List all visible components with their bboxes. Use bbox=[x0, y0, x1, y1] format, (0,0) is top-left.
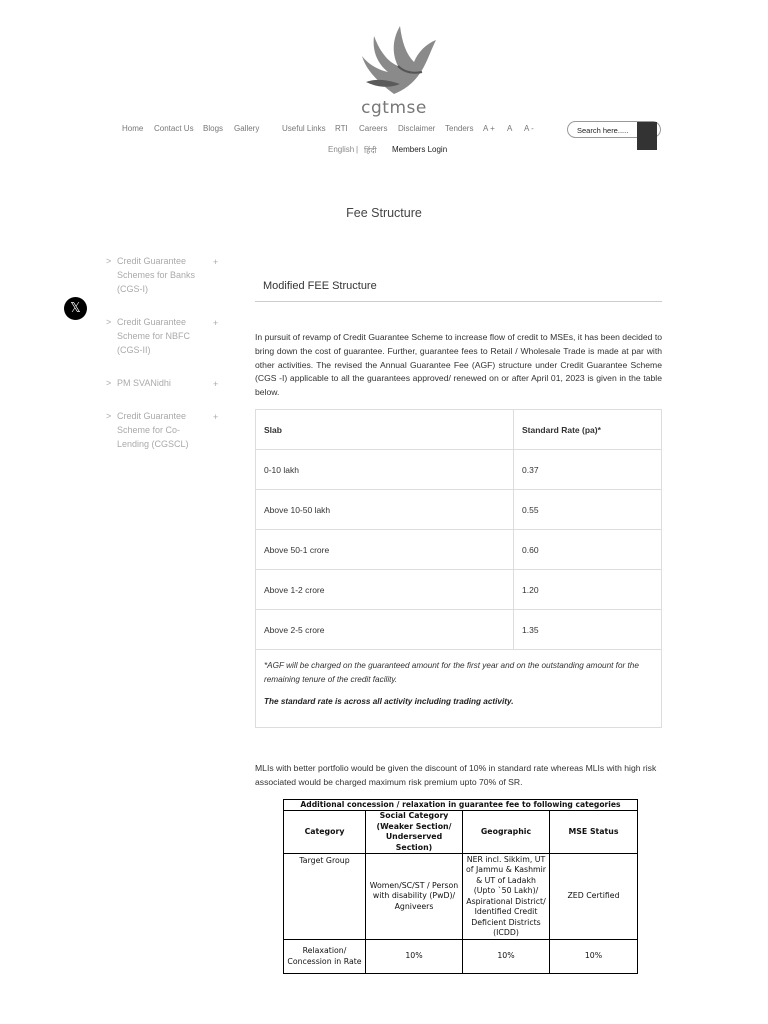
column-header-mse-status: MSE Status bbox=[550, 811, 638, 854]
nav-useful-links[interactable]: Useful Links bbox=[282, 124, 326, 133]
column-header-slab: Slab bbox=[256, 410, 514, 450]
search-button[interactable] bbox=[637, 122, 657, 150]
table-header-row bbox=[256, 410, 662, 450]
slab-cell: 0-10 lakh bbox=[256, 450, 514, 490]
font-reset-button[interactable]: A bbox=[507, 124, 513, 133]
language-separator: | bbox=[356, 145, 359, 154]
fee-table bbox=[255, 409, 662, 728]
rate-cell: 1.20 bbox=[514, 570, 662, 610]
nav-blogs[interactable]: Blogs bbox=[203, 124, 224, 133]
row-label: Relaxation/ Concession in Rate bbox=[284, 940, 366, 974]
column-header-rate: Standard Rate (pa)* bbox=[514, 410, 662, 450]
nav-rti[interactable]: RTI bbox=[335, 124, 348, 133]
section-title: Modified FEE Structure bbox=[263, 280, 377, 292]
sidebar-item-label: Credit Guarantee Scheme for NBFC (CGS-II) bbox=[117, 317, 191, 355]
table-caption-row bbox=[284, 800, 638, 811]
table-row bbox=[256, 570, 662, 610]
table-row bbox=[256, 610, 662, 650]
nav-careers[interactable]: Careers bbox=[359, 124, 388, 133]
rate-cell: 1.35 bbox=[514, 610, 662, 650]
table-row bbox=[256, 450, 662, 490]
table-note-row bbox=[256, 650, 662, 728]
font-decrease-button[interactable]: A - bbox=[524, 124, 534, 133]
table-header-row bbox=[284, 811, 638, 854]
section-divider bbox=[255, 301, 662, 302]
nav-gallery[interactable]: Gallery bbox=[234, 124, 260, 133]
table-cell: NER incl. Sikkim, UT of Jammu & Kashmir & UT of Ladakh (Upto `50 Lakh)/ Aspirational District/ Identified Credit Deficient Districts (ICDD) bbox=[463, 854, 550, 940]
x-twitter-icon[interactable]: 𝕏 bbox=[64, 297, 87, 320]
chevron-right-icon: > bbox=[106, 378, 112, 388]
nav-home[interactable]: Home bbox=[122, 124, 144, 133]
expand-icon[interactable]: + bbox=[213, 318, 219, 328]
bird-logo-icon bbox=[348, 22, 440, 98]
table-cell: ZED Certified bbox=[550, 854, 638, 940]
expand-icon[interactable]: + bbox=[213, 412, 219, 422]
mli-paragraph: MLIs with better portfolio would be given the discount of 10% in standard rate whereas MLIs with high risk associated would be charged maximum risk premium upto 70% of SR. bbox=[255, 763, 657, 787]
sidebar-item-label: Credit Guarantee Scheme for Co-Lending (CGSCL) bbox=[117, 411, 189, 449]
standard-rate-note: The standard rate is across all activity including trading activity. bbox=[264, 697, 514, 706]
column-header-geographic: Geographic bbox=[463, 811, 550, 854]
table-cell: 10% bbox=[550, 940, 638, 974]
table-cell: Women/SC/ST / Person with disability (PwD)/ Agniveers bbox=[366, 854, 463, 940]
table-caption: Additional concession / relaxation in guarantee fee to following categories bbox=[284, 800, 638, 811]
language-hindi[interactable]: हिंदी bbox=[364, 146, 377, 155]
sidebar-item-label: Credit Guarantee Schemes for Banks (CGS-I) bbox=[117, 256, 196, 294]
rate-cell: 0.60 bbox=[514, 530, 662, 570]
table-row bbox=[284, 940, 638, 974]
members-login-link[interactable]: Members Login bbox=[392, 145, 448, 154]
cgtmse-logo[interactable] bbox=[348, 22, 440, 120]
logo-text: cgtmse bbox=[361, 98, 427, 118]
slab-cell: Above 1-2 crore bbox=[256, 570, 514, 610]
table-cell: 10% bbox=[463, 940, 550, 974]
chevron-right-icon: > bbox=[106, 256, 112, 266]
table-row bbox=[256, 490, 662, 530]
search-input[interactable] bbox=[577, 124, 637, 136]
nav-tenders[interactable]: Tenders bbox=[445, 124, 474, 133]
page-title: Fee Structure bbox=[346, 206, 422, 220]
slab-cell: Above 2-5 crore bbox=[256, 610, 514, 650]
column-header-social-category: Social Category (Weaker Section/ Underserved Section) bbox=[366, 811, 463, 854]
expand-icon[interactable]: + bbox=[213, 257, 219, 267]
agf-note: *AGF will be charged on the guaranteed amount for the first year and on the outstanding amount for the remaining tenure of the credit facility. bbox=[264, 661, 639, 684]
rate-cell: 0.37 bbox=[514, 450, 662, 490]
sidebar-item-label: PM SVANidhi bbox=[117, 378, 171, 388]
font-increase-button[interactable]: A + bbox=[483, 124, 495, 133]
language-english[interactable]: English bbox=[328, 145, 355, 154]
slab-cell: Above 10-50 lakh bbox=[256, 490, 514, 530]
nav-disclaimer[interactable]: Disclaimer bbox=[398, 124, 436, 133]
table-cell: 10% bbox=[366, 940, 463, 974]
chevron-right-icon: > bbox=[106, 317, 112, 327]
table-row bbox=[284, 854, 638, 940]
slab-cell: Above 50-1 crore bbox=[256, 530, 514, 570]
rate-cell: 0.55 bbox=[514, 490, 662, 530]
expand-icon[interactable]: + bbox=[213, 379, 219, 389]
row-label: Target Group bbox=[284, 854, 366, 940]
concession-table bbox=[283, 799, 638, 974]
intro-paragraph: In pursuit of revamp of Credit Guarantee Scheme to increase flow of credit to MSEs, it has been decided to bring down the cost of guarantee. Further, guarantee fees to Retail / Wholesale Trade is made at par with other activities. The revised the Annual Guarantee Fee (AGF) structure under Credit Guarantee Scheme (CGS -I) applicable to all the guarantees approved/ renewed on or after April 01, 2023 is given in the table below. bbox=[255, 332, 662, 398]
column-header-category: Category bbox=[284, 811, 366, 854]
table-row bbox=[256, 530, 662, 570]
nav-contact-us[interactable]: Contact Us bbox=[154, 124, 194, 133]
table-note-cell bbox=[256, 650, 662, 728]
chevron-right-icon: > bbox=[106, 411, 112, 421]
